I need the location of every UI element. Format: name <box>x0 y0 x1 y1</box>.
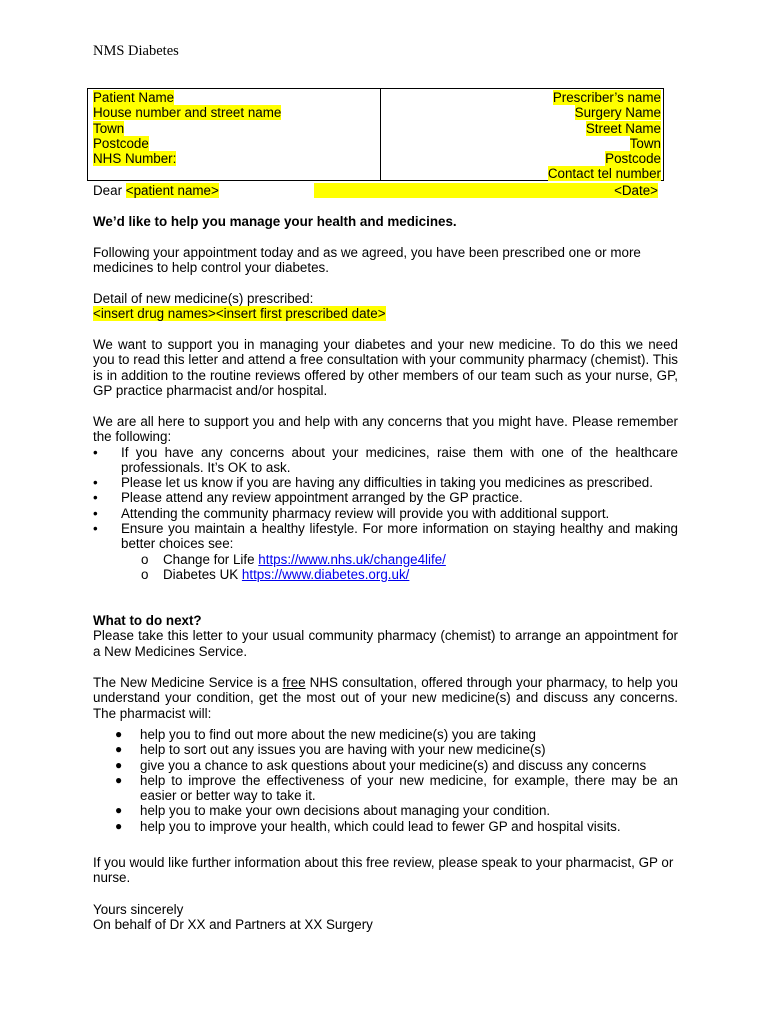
list-item-text: Ensure you maintain a healthy lifestyle. For more information on staying healthy and making better choices see: <box>121 521 678 552</box>
dot-mark: ● <box>115 818 123 833</box>
surgery-town-field: Town <box>629 135 661 151</box>
remember-intro: We are all here to support you and help with any concerns that you might have. Please remember the following: <box>93 414 678 445</box>
list-item <box>93 506 678 521</box>
list-item <box>93 727 678 742</box>
list-item-text: Attending the community pharmacy review will provide you with additional support. <box>121 505 610 521</box>
patient-town-field: Town <box>93 120 125 136</box>
nms-paragraph <box>93 675 678 721</box>
surgery-tel-field: Contact tel number <box>547 166 661 182</box>
list-item <box>93 758 678 773</box>
salutation-row <box>93 183 658 199</box>
address-divider <box>380 89 381 180</box>
list-item <box>93 490 678 505</box>
surgery-postcode-field: Postcode <box>605 151 661 167</box>
list-item-text: help to sort out any issues you are having with your new medicine(s) <box>140 742 546 758</box>
list-item <box>93 773 678 804</box>
remember-section <box>93 414 678 582</box>
sub-list-item <box>93 552 678 567</box>
list-item <box>93 742 678 757</box>
nms-text-before: The New Medicine Service is a <box>93 675 283 690</box>
sub-bullet-mark: o <box>141 551 149 567</box>
change4life-label: Change for Life <box>163 551 259 567</box>
list-item-text: give you a chance to ask questions about your medicine(s) and discuss any concerns <box>140 757 647 773</box>
dot-mark: ● <box>115 803 123 818</box>
list-item <box>93 475 678 490</box>
list-item <box>93 819 678 834</box>
patient-address-block <box>93 90 281 166</box>
change4life-link[interactable]: https://www.nhs.uk/change4life/ <box>258 551 446 567</box>
sub-list-item <box>93 567 678 582</box>
intro-paragraph: Following your appointment today and as we agreed, you have been prescribed one or more medicines to help control your diabetes. <box>93 245 641 276</box>
closing-block <box>93 902 678 933</box>
salutation-dear: Dear <box>93 183 126 198</box>
free-underlined: free <box>282 675 306 690</box>
dot-mark: ● <box>115 742 123 757</box>
detail-section <box>93 291 678 322</box>
bullet-mark: • <box>93 475 98 491</box>
detail-label: Detail of new medicine(s) prescribed: <box>93 291 314 306</box>
nms-text-after: NHS consultation, offered through your pharmacy, to help you understand your condition, get the most out of your new medicine(s) and discuss any concerns. The pharmacist will: <box>93 675 678 721</box>
list-item-text: help you to find out more about the new medicine(s) you are taking <box>140 727 536 742</box>
on-behalf-line: On behalf of Dr XX and Partners at XX Surgery <box>93 917 373 933</box>
next-text: Please take this letter to your usual community pharmacy (chemist) to arrange an appointment for a New Medicines Service. <box>93 628 678 659</box>
list-item-text: help you to improve your health, which could lead to fewer GP and hospital visits. <box>140 818 621 834</box>
surgery-street-field: Street Name <box>585 120 661 136</box>
list-item <box>93 521 678 552</box>
page-header: NMS Diabetes <box>93 43 179 59</box>
prescriber-name-field: Prescriber’s name <box>552 90 661 105</box>
dot-mark: ● <box>115 757 123 772</box>
patient-nhs-number-field: NHS Number: <box>93 151 177 167</box>
dot-mark: ● <box>115 727 123 741</box>
patient-name-placeholder: <patient name> <box>125 183 219 198</box>
list-item <box>93 445 678 476</box>
patient-street-field: House number and street name <box>93 105 282 121</box>
bullet-mark: • <box>93 505 98 521</box>
patient-name-field: Patient Name <box>93 90 175 105</box>
diabetes-uk-link[interactable]: https://www.diabetes.org.uk/ <box>241 566 410 582</box>
letter-heading: We’d like to help you manage your health and medicines. <box>93 214 457 229</box>
list-item-text: help you to make your own decisions about managing your condition. <box>140 803 551 819</box>
bullet-mark: • <box>93 444 98 460</box>
bullet-mark: • <box>93 521 98 537</box>
bullet-mark: • <box>93 490 98 506</box>
further-info-paragraph: If you would like further information about this free review, please speak to your pharmacist, GP or nurse. <box>93 855 674 886</box>
list-item-text: If you have any concerns about your medicines, raise them with one of the healthcare professionals. It’s OK to ask. <box>121 444 678 475</box>
list-item-text: Please let us know if you are having any difficulties in taking you medicines as prescribed. <box>121 475 653 491</box>
list-item-text: Please attend any review appointment arranged by the GP practice. <box>121 490 523 506</box>
support-paragraph: We want to support you in managing your diabetes and your new medicine. To do this we need you to read this letter and attend a free consultation with your community pharmacy (chemist). This is in addition to the routine reviews offered by other members of our team such as your nurse, GP, GP practice pharmacist and/or hospital. <box>93 337 678 398</box>
next-section <box>93 613 678 659</box>
diabetes-uk-label: Diabetes UK <box>163 566 242 582</box>
surgery-name-field: Surgery Name <box>574 105 661 121</box>
address-table <box>87 88 664 181</box>
drug-names-placeholder: <insert drug names><insert first prescribed date> <box>93 306 386 322</box>
yours-sincerely: Yours sincerely <box>93 902 184 917</box>
pharmacist-list <box>93 727 678 834</box>
prescriber-address-block <box>548 90 661 182</box>
date-placeholder: <Date> <box>314 183 658 198</box>
list-item-text: help to improve the effectiveness of your new medicine, for example, there may be an easier or better way to take it. <box>140 772 678 804</box>
dot-mark: ● <box>115 772 123 787</box>
list-item <box>93 803 678 818</box>
next-heading: What to do next? <box>93 613 202 628</box>
sub-bullet-mark: o <box>141 566 149 582</box>
patient-postcode-field: Postcode <box>93 135 149 151</box>
